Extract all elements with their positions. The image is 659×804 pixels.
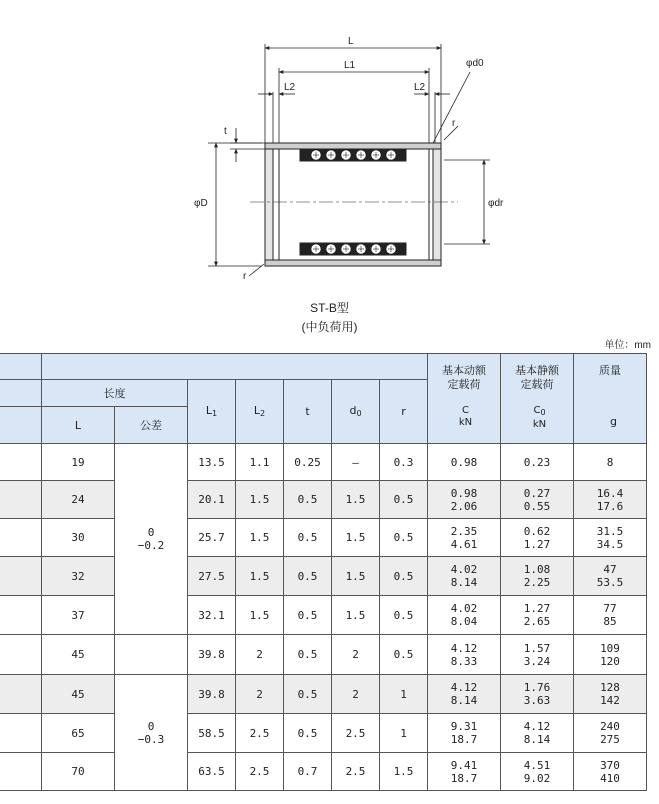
cell-C: 4.12 8.14 (428, 675, 501, 714)
cell-t: 0.25 (284, 444, 332, 481)
header-length: 长度 (42, 380, 188, 407)
cell-d0: — (332, 444, 380, 481)
cell-L: 32 (42, 557, 115, 596)
cell-C: 9.31 18.7 (428, 714, 501, 753)
cell-C: 4.02 8.14 (428, 557, 501, 596)
header-L2: L2 (236, 380, 284, 444)
cell-C0: 0.23 (501, 444, 574, 481)
model-cell (0, 481, 42, 519)
label-D: φD (194, 198, 208, 209)
cell-C0: 4.51 9.02 (501, 753, 574, 791)
cell-L1: 27.5 (188, 557, 236, 596)
cell-L: 70 (42, 753, 115, 791)
cell-t: 0.5 (284, 519, 332, 557)
header-blank-top (0, 354, 42, 380)
cell-L: 65 (42, 714, 115, 753)
cell-t: 0.5 (284, 714, 332, 753)
cell-r: 0.5 (380, 519, 428, 557)
cell-mass: 370 410 (574, 753, 647, 791)
label-L2-right: L2 (414, 82, 426, 93)
cell-L2: 2.5 (236, 714, 284, 753)
cell-C: 0.98 (428, 444, 501, 481)
cell-r: 0.5 (380, 635, 428, 675)
cell-mass: 109 120 (574, 635, 647, 675)
model-cell (0, 675, 42, 714)
header-mass (574, 354, 647, 444)
table-row (0, 481, 647, 519)
label-dr: φdr (488, 198, 504, 209)
cell-L1: 39.8 (188, 675, 236, 714)
cell-C0: 0.62 1.27 (501, 519, 574, 557)
header-blank-bottom (0, 407, 42, 444)
model-cell (0, 596, 42, 635)
label-r-top: r (452, 118, 456, 129)
table-row (0, 596, 647, 635)
cell-L1: 32.1 (188, 596, 236, 635)
cell-C: 9.41 18.7 (428, 753, 501, 791)
table-row (0, 714, 647, 753)
dynamic-sym-label: C kN (458, 405, 473, 428)
cell-L2: 2.5 (236, 753, 284, 791)
cell-L: 30 (42, 519, 115, 557)
mass-unit-label: g (610, 415, 617, 428)
label-L2-left: L2 (284, 82, 296, 93)
model-cell (0, 519, 42, 557)
cell-C: 4.12 8.33 (428, 635, 501, 675)
label-r-bottom: r (243, 271, 247, 282)
cell-C: 2.35 4.61 (428, 519, 501, 557)
cell-L2: 1.1 (236, 444, 284, 481)
table-row (0, 635, 647, 675)
static-sym-label: $C_0$ kN (532, 405, 547, 430)
header-L: L (42, 407, 115, 444)
cell-mass: 47 53.5 (574, 557, 647, 596)
header-tolerance: 公差 (115, 407, 188, 444)
cell-L: 19 (42, 444, 115, 481)
cell-mass: 77 85 (574, 596, 647, 635)
cell-L2: 1.5 (236, 596, 284, 635)
table-row (0, 444, 647, 481)
cell-t: 0.5 (284, 635, 332, 675)
cell-mass: 16.4 17.6 (574, 481, 647, 519)
header-blank-mid (0, 380, 42, 407)
table-row (0, 753, 647, 791)
cell-r: 1.5 (380, 753, 428, 791)
cell-L1: 58.5 (188, 714, 236, 753)
cell-L2: 1.5 (236, 481, 284, 519)
cell-L1: 63.5 (188, 753, 236, 791)
cell-L2: 2 (236, 635, 284, 675)
tolerance-cell: 0 −0.2 (115, 444, 188, 635)
model-cell (0, 635, 42, 675)
cell-L: 24 (42, 481, 115, 519)
cell-d0: 1.5 (332, 519, 380, 557)
load-caption: (中负荷用) (301, 320, 358, 334)
header-d0: d0 (332, 380, 380, 444)
cell-L2: 2 (236, 675, 284, 714)
cell-C0: 1.76 3.63 (501, 675, 574, 714)
cell-C0: 4.12 8.14 (501, 714, 574, 753)
cell-mass: 128 142 (574, 675, 647, 714)
cell-t: 0.5 (284, 675, 332, 714)
cell-L2: 1.5 (236, 557, 284, 596)
cell-t: 0.7 (284, 753, 332, 791)
label-L1: L1 (344, 60, 356, 71)
dynamic-title: 基本动额定载荷 (442, 364, 486, 391)
cell-mass: 31.5 34.5 (574, 519, 647, 557)
label-d0: φd0 (466, 58, 484, 69)
cell-C0: 0.27 0.55 (501, 481, 574, 519)
cell-C0: 1.57 3.24 (501, 635, 574, 675)
cell-L: 37 (42, 596, 115, 635)
model-cell (0, 557, 42, 596)
cell-C0: 1.08 2.25 (501, 557, 574, 596)
cell-d0: 1.5 (332, 481, 380, 519)
cell-d0: 1.5 (332, 557, 380, 596)
table-row (0, 519, 647, 557)
cell-r: 1 (380, 675, 428, 714)
cell-L2: 1.5 (236, 519, 284, 557)
cell-L1: 20.1 (188, 481, 236, 519)
header-dynamic-load (428, 354, 501, 444)
cell-d0: 2 (332, 675, 380, 714)
cell-d0: 2.5 (332, 714, 380, 753)
model-caption: ST-B型 (310, 301, 349, 315)
bearing-drawing (0, 0, 659, 340)
cell-C0: 1.27 2.65 (501, 596, 574, 635)
cell-r: 0.5 (380, 596, 428, 635)
header-band (42, 354, 428, 380)
cell-r: 0.5 (380, 557, 428, 596)
tolerance-cell: 0 −0.3 (115, 675, 188, 791)
cell-mass: 240 275 (574, 714, 647, 753)
cell-d0: 2.5 (332, 753, 380, 791)
header-L1: L1 (188, 380, 236, 444)
header-row-1 (0, 354, 647, 380)
model-cell (0, 753, 42, 791)
cell-r: 1 (380, 714, 428, 753)
cell-L: 45 (42, 675, 115, 714)
unit-note: 单位：mm (604, 340, 651, 351)
tolerance-cell-blank (115, 635, 188, 675)
model-cell (0, 714, 42, 753)
cell-C: 0.98 2.06 (428, 481, 501, 519)
cell-t: 0.5 (284, 557, 332, 596)
header-t: t (284, 380, 332, 444)
mass-title: 质量 (599, 364, 621, 377)
label-t: t (224, 126, 227, 137)
model-cell (0, 444, 42, 481)
cell-mass: 8 (574, 444, 647, 481)
cell-L1: 39.8 (188, 635, 236, 675)
cell-L: 45 (42, 635, 115, 675)
header-r: r (380, 380, 428, 444)
table-row (0, 675, 647, 714)
cell-d0: 1.5 (332, 596, 380, 635)
cell-L1: 25.7 (188, 519, 236, 557)
cell-C: 4.02 8.04 (428, 596, 501, 635)
cell-t: 0.5 (284, 596, 332, 635)
cell-L1: 13.5 (188, 444, 236, 481)
cell-t: 0.5 (284, 481, 332, 519)
cell-d0: 2 (332, 635, 380, 675)
label-L: L (348, 36, 354, 47)
static-title: 基本静额定载荷 (515, 364, 559, 391)
table-row (0, 557, 647, 596)
cell-r: 0.3 (380, 444, 428, 481)
cell-r: 0.5 (380, 481, 428, 519)
